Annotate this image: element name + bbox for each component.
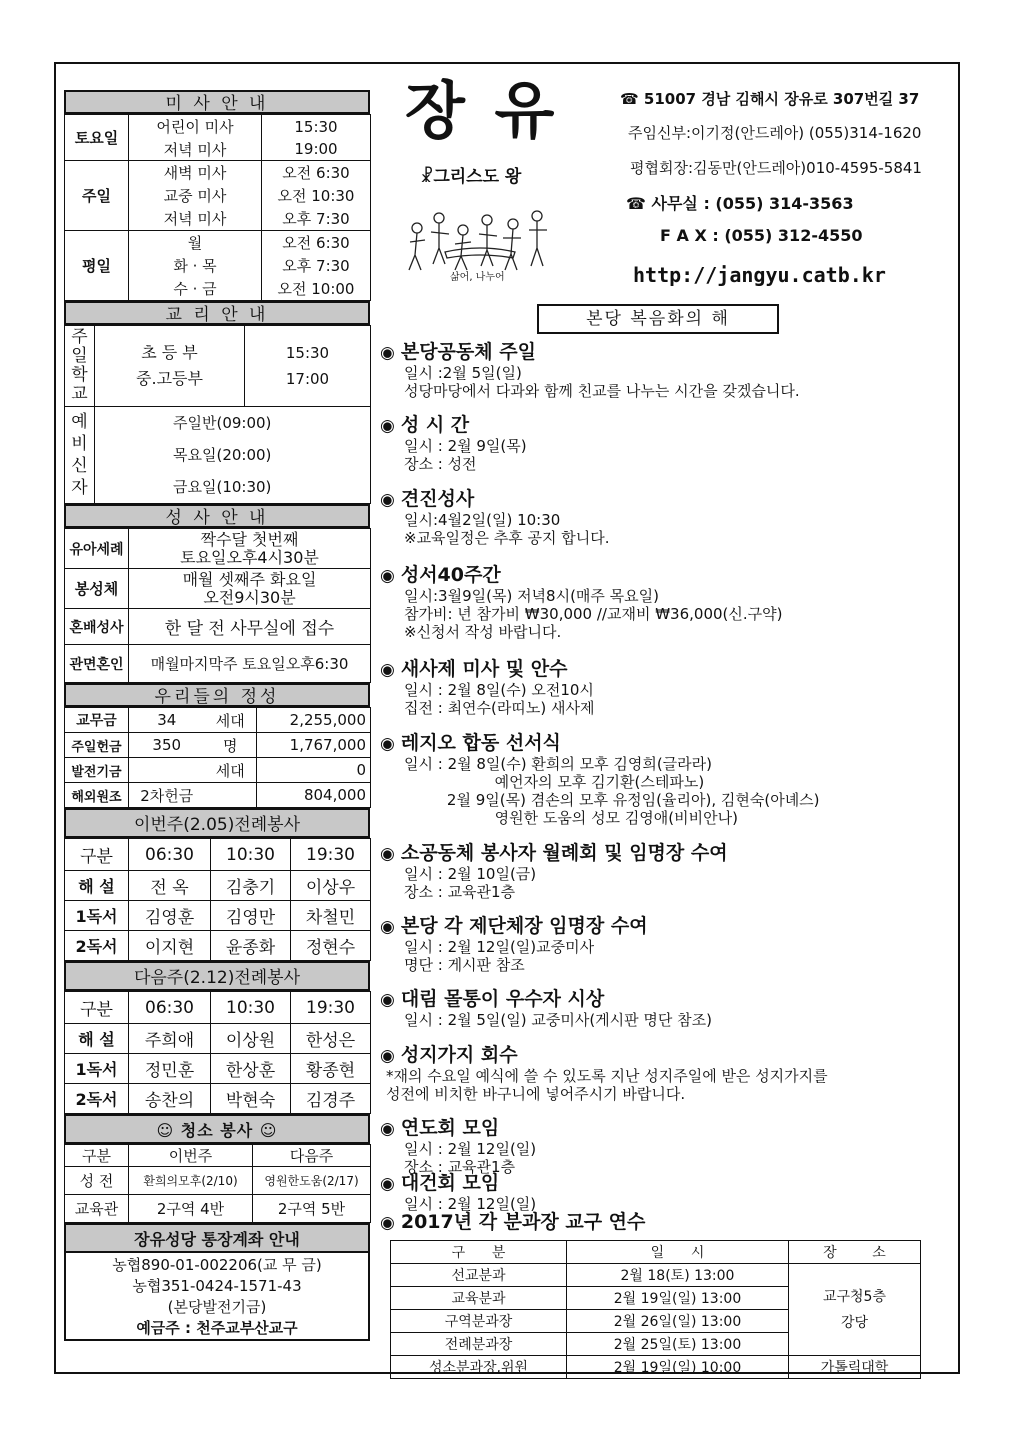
account-box (64, 1253, 370, 1341)
cleaning-place: 교육관 (65, 1195, 129, 1223)
mass-time: 오후 7:30 (262, 255, 371, 277)
parish-logo: 장 유 (405, 74, 559, 147)
mass-name: 화 · 목 (129, 255, 262, 277)
mass-time: 19:00 (262, 139, 371, 161)
notice-title: 성서40주간 (400, 564, 501, 586)
parish-subtitle: ☧그리스도 왕 (420, 167, 522, 187)
notice-line: ※교육일정은 추후 공지 합니다. (404, 529, 610, 547)
mass-name: 교중 미사 (129, 185, 262, 207)
cleaning-table (64, 1144, 371, 1223)
notice-line: ※신청서 작성 바랍니다. (404, 623, 562, 641)
service-header: 구분 (65, 992, 129, 1024)
training-date: 2월 26일(일) 13:00 (567, 1310, 789, 1333)
sacrament-desc (129, 529, 371, 569)
offering-name: 해외원조 (65, 783, 129, 808)
notice-line: 영원한 도움의 성모 김영애(비비안나) (404, 809, 738, 827)
sacrament-name: 봉성체 (65, 569, 129, 609)
office-phone: ☎ 사무실 : (055) 314-3563 (626, 194, 854, 213)
sacrament-name: 관면혼인 (65, 645, 129, 683)
notice-item (380, 988, 950, 1029)
offering-name: 발전기금 (65, 758, 129, 783)
notice-title: 2017년 각 분과장 교구 연수 (400, 1211, 646, 1233)
bullet-icon: ◉ (380, 1213, 395, 1233)
training-header: 일 시 (567, 1241, 789, 1264)
mass-time: 오전 6:30 (262, 161, 371, 185)
notice-item (380, 658, 950, 717)
parish-motto: 삶어, 나누어 (450, 272, 505, 283)
service-header: 19:30 (291, 992, 371, 1024)
notice-line: 명단 : 게시판 참조 (404, 956, 525, 974)
mass-title: 미 사 안 내 (64, 90, 370, 114)
desc-line: 오전9시30분 (203, 587, 296, 607)
offering-unit: 세대 (205, 708, 257, 733)
offering-amount: 0 (257, 758, 371, 783)
bullet-icon: ◉ (380, 1119, 395, 1139)
notice-item (380, 564, 950, 641)
notice-title: 성 시 간 (400, 414, 470, 436)
cleaning-place: 성 전 (65, 1167, 129, 1195)
sacrament-name: 유아세례 (65, 529, 129, 569)
notice-line: 성전에 비치한 바구니에 넣어주시기 바랍니다. (386, 1085, 686, 1103)
catechism-table (64, 325, 371, 504)
offering-amount: 1,767,000 (257, 733, 371, 758)
training-dept: 성소분과장,위원 (391, 1356, 567, 1379)
website-link[interactable]: http://jangyu.catb.kr (633, 263, 886, 287)
sunday-school-label: 주일학교 (65, 326, 95, 407)
cleaning-title: ☺ 청소 봉사 ☺ (64, 1114, 370, 1144)
notice-line: 일시:3월9일(목) 저녁8시(매주 목요일) (404, 587, 659, 605)
year-theme: 본당 복음화의 해 (537, 304, 779, 334)
catechumen-time: 목요일(20:00) (173, 446, 272, 464)
service-role: 1독서 (65, 1054, 129, 1084)
notice-line: 일시 : 2월 9일(목) (404, 437, 527, 455)
notice-title: 성지가지 회수 (400, 1044, 518, 1066)
service-header: 19:30 (291, 839, 371, 871)
desc-line: 매월 셋째주 화요일 (182, 569, 317, 589)
mass-name: 월 (129, 231, 262, 255)
sacrament-desc (129, 569, 371, 609)
place-line: 교구청5층 (822, 1288, 886, 1305)
bullet-icon: ◉ (380, 660, 395, 680)
service-person: 한상훈 (211, 1054, 291, 1084)
sacrament-desc (129, 609, 371, 645)
mass-name: 새벽 미사 (129, 161, 262, 185)
service-person: 한성은 (291, 1024, 371, 1054)
desc-line: 토요일오후4시30분 (180, 547, 319, 567)
sacrament-desc (129, 645, 371, 683)
account-line: (본당발전기금) (167, 1298, 267, 1316)
desc-line: 한 달 전 사무실에 접수 (164, 619, 335, 639)
next-week-title: 다음주(2.12)전례봉사 (64, 961, 370, 991)
sunday-school-groups (95, 326, 245, 407)
offering-title: 우리들의 정성 (64, 683, 370, 707)
mass-day: 주일 (65, 161, 129, 231)
address-line: ☎ 51007 경남 김해시 장유로 307번길 37 (620, 90, 920, 108)
training-date: 2월 25일(토) 13:00 (567, 1333, 789, 1356)
training-dept: 선교분과 (391, 1264, 567, 1287)
council-line: 평협회장:김동만(안드레아)010-4595-5841 (630, 159, 922, 177)
notice-line: 일시 : 2월 12일(일)교중미사 (404, 938, 595, 956)
notice-item (380, 1044, 950, 1103)
notice-line: 장소 : 교육관1층 (404, 883, 516, 901)
offering-count (129, 758, 205, 783)
cleaning-team: 2구역 4반 (129, 1195, 253, 1223)
service-header: 구분 (65, 839, 129, 871)
left-column (64, 90, 370, 1341)
mass-time: 오전 10:00 (262, 277, 371, 301)
catechism-title: 교 리 안 내 (64, 301, 370, 325)
service-person: 정현수 (291, 931, 371, 961)
notice-title: 대건회 모임 (400, 1172, 500, 1194)
catechumen-time: 금요일(10:30) (173, 478, 272, 496)
notice-line: 일시 : 2월 8일(수) 오전10시 (404, 681, 594, 699)
group-name: 중.고등부 (136, 369, 203, 388)
training-date: 2월 19일(일) 10:00 (567, 1356, 789, 1379)
offering-count: 2차헌금 (129, 783, 205, 808)
service-header: 06:30 (129, 992, 211, 1024)
training-date: 2월 18(토) 13:00 (567, 1264, 789, 1287)
mass-time: 오후 7:30 (262, 207, 371, 231)
service-person: 김영만 (211, 901, 291, 931)
notice-title: 레지오 합동 선서식 (400, 732, 561, 754)
notice-line: *재의 수요일 예식에 쓸 수 있도록 지난 성지주일에 받은 성지가지를 (386, 1067, 828, 1085)
bullet-icon: ◉ (380, 734, 395, 754)
bullet-icon: ◉ (380, 990, 395, 1010)
service-person: 송찬의 (129, 1084, 211, 1114)
cleaning-team: 영원한도움(2/17) (253, 1167, 371, 1195)
offering-amount: 804,000 (257, 783, 371, 808)
service-person: 전 옥 (129, 871, 211, 901)
service-header: 10:30 (211, 839, 291, 871)
bullet-icon: ◉ (380, 416, 395, 436)
account-title: 장유성당 통장계좌 안내 (64, 1223, 370, 1253)
service-person: 황종현 (291, 1054, 371, 1084)
desc-line: 매월마지막주 토요일오후6:30 (150, 655, 349, 673)
notice-item (380, 1117, 950, 1176)
offering-table (64, 707, 371, 808)
service-person: 김충기 (211, 871, 291, 901)
cleaning-team: 환희의모후(2/10) (129, 1167, 253, 1195)
service-role: 1독서 (65, 901, 129, 931)
notice-line: 일시 : 2월 5일(일) 교중미사(게시판 명단 참조) (404, 1011, 712, 1029)
notice-line: 성당마당에서 다과와 함께 친교를 나누는 시간을 갖겠습니다. (404, 382, 800, 400)
notice-line: 일시 : 2월 8일(수) 환희의 모후 김영희(글라라) (404, 755, 712, 773)
this-week-table (64, 838, 371, 961)
account-line: 농협890-01-002206(교 무 금) (112, 1256, 322, 1274)
account-line: 농협351-0424-1571-43 (132, 1277, 302, 1295)
notice-item (380, 1211, 950, 1234)
fax-line: F A X : (055) 312-4550 (660, 226, 863, 245)
cleaning-header: 구분 (65, 1145, 129, 1167)
notice-title: 대림 몰통이 우수자 시상 (400, 988, 605, 1010)
place-line: 강당 (840, 1314, 869, 1331)
sunday-school-times (245, 326, 371, 407)
offering-unit: 세대 (205, 758, 257, 783)
offering-name: 주일헌금 (65, 733, 129, 758)
notice-item (380, 341, 950, 400)
cleaning-team: 2구역 5반 (253, 1195, 371, 1223)
sacrament-title: 성 사 안 내 (64, 504, 370, 528)
notice-line: 일시 :2월 5일(일) (404, 364, 522, 382)
service-person: 박현숙 (211, 1084, 291, 1114)
cleaning-header: 다음주 (253, 1145, 371, 1167)
notice-item (380, 732, 950, 827)
sacrament-name: 혼배성사 (65, 609, 129, 645)
bullet-icon: ◉ (380, 566, 395, 586)
notice-line: 일시 : 2월 12일(일) (404, 1140, 537, 1158)
notice-line: 장소 : 교육관1층 (404, 1158, 516, 1176)
notice-line: 집전 : 최연수(라띠노) 새사제 (404, 699, 595, 717)
notice-line: 일시 : 2월 12일(일) (404, 1195, 537, 1213)
notice-item (380, 414, 950, 473)
notice-title: 본당공동체 주일 (400, 341, 536, 363)
cleaning-header: 이번주 (129, 1145, 253, 1167)
offering-name: 교무금 (65, 708, 129, 733)
bullet-icon: ◉ (380, 490, 395, 510)
service-person: 김경주 (291, 1084, 371, 1114)
service-header: 06:30 (129, 839, 211, 871)
catechumen-label: 예비신자 (65, 407, 95, 504)
training-header: 장 소 (789, 1241, 921, 1264)
next-week-table (64, 991, 371, 1114)
bullet-icon: ◉ (380, 1174, 395, 1194)
bullet-icon: ◉ (380, 844, 395, 864)
notice-title: 본당 각 제단체장 임명장 수여 (400, 915, 648, 937)
group-time: 15:30 (285, 344, 330, 362)
service-person: 이상우 (291, 871, 371, 901)
mass-day: 평일 (65, 231, 129, 301)
mass-name: 수 · 금 (129, 277, 262, 301)
service-person: 주희애 (129, 1024, 211, 1054)
notice-line: 장소 : 성전 (404, 455, 477, 473)
service-role: 해 설 (65, 871, 129, 901)
this-week-title: 이번주(2.05)전례봉사 (64, 808, 370, 838)
mass-day: 토요일 (65, 115, 129, 161)
bullet-icon: ◉ (380, 917, 395, 937)
service-person: 정민훈 (129, 1054, 211, 1084)
offering-amount: 2,255,000 (257, 708, 371, 733)
notice-line: 일시:4월2일(일) 10:30 (404, 511, 561, 529)
training-dept: 교육분과 (391, 1287, 567, 1310)
notice-title: 견진성사 (400, 488, 475, 510)
mass-name: 어린이 미사 (129, 115, 262, 139)
mass-name: 저녁 미사 (129, 139, 262, 161)
notice-item (380, 842, 950, 901)
notice-line: 2월 9일(목) 겸손의 모후 유정임(율리아), 김현숙(아녜스) (404, 791, 820, 809)
service-header: 10:30 (211, 992, 291, 1024)
service-role: 2독서 (65, 1084, 129, 1114)
offering-unit: 명 (205, 733, 257, 758)
notice-line: 참가비: 년 참가비 ₩30,000 //교재비 ₩36,000(신.구약) (404, 605, 783, 623)
training-place (789, 1264, 921, 1356)
bullet-icon: ◉ (380, 343, 395, 363)
offering-unit (205, 783, 257, 808)
service-person: 윤종화 (211, 931, 291, 961)
training-place: 가톨릭대학 (789, 1356, 921, 1379)
notice-title: 연도회 모임 (400, 1117, 500, 1139)
service-person: 이지현 (129, 931, 211, 961)
training-table (390, 1240, 921, 1379)
service-person: 차철민 (291, 901, 371, 931)
notice-item (380, 1172, 950, 1213)
service-role: 해 설 (65, 1024, 129, 1054)
training-dept: 구역분과장 (391, 1310, 567, 1333)
service-person: 김영훈 (129, 901, 211, 931)
bullet-icon: ◉ (380, 1046, 395, 1066)
notice-line: 일시 : 2월 10일(금) (404, 865, 537, 883)
service-role: 2독서 (65, 931, 129, 961)
service-person: 이상원 (211, 1024, 291, 1054)
desc-line: 짝수달 첫번째 (200, 529, 299, 549)
notice-title: 새사제 미사 및 안수 (400, 658, 568, 680)
group-time: 17:00 (285, 370, 330, 388)
mass-time: 15:30 (262, 115, 371, 139)
mass-time: 오전 10:30 (262, 185, 371, 207)
notice-line: 예언자의 모후 김기환(스테파노) (404, 773, 705, 791)
mass-table (64, 114, 371, 301)
notice-item (380, 915, 950, 974)
pastor-line: 주임신부:이기정(안드레아) (055)314-1620 (628, 124, 922, 142)
catechumen-time: 주일반(09:00) (173, 414, 272, 432)
notice-item (380, 488, 950, 547)
mass-time: 오전 6:30 (262, 231, 371, 255)
training-date: 2월 19일(일) 13:00 (567, 1287, 789, 1310)
training-header: 구 분 (391, 1241, 567, 1264)
catechumen-times (95, 407, 371, 504)
sacrament-table (64, 528, 371, 683)
offering-count: 34 (129, 708, 205, 733)
offering-count: 350 (129, 733, 205, 758)
training-dept: 전례분과장 (391, 1333, 567, 1356)
account-line: 예금주 : 천주교부산교구 (136, 1319, 298, 1337)
mass-name: 저녁 미사 (129, 207, 262, 231)
notice-title: 소공동체 봉사자 월례회 및 임명장 수여 (400, 842, 728, 864)
group-name: 초 등 부 (141, 343, 198, 362)
